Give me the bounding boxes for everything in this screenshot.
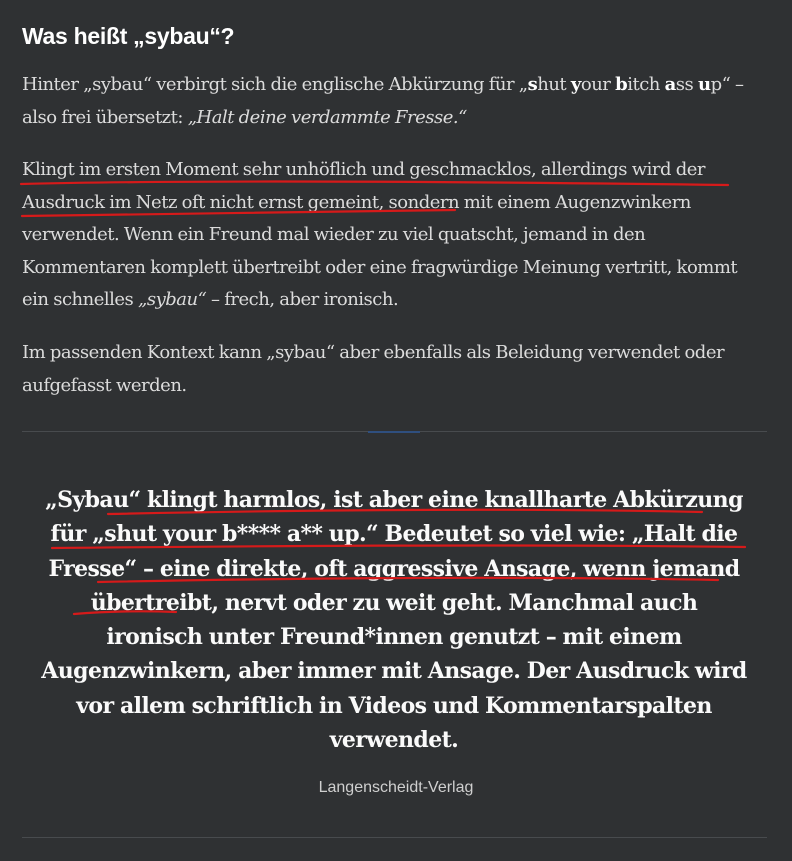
text-segment: our <box>580 74 616 95</box>
paragraph-usage <box>22 154 762 317</box>
bold-letter: u <box>697 74 711 95</box>
divider-accent <box>368 431 420 433</box>
section-heading: Was heißt „sybau“? <box>22 23 235 49</box>
text-segment: itch <box>627 74 665 95</box>
pull-quote: „Sybau“ klingt harmlos, ist aber eine knallharte Abkürzung für „shut your b**** a** up.“ Bedeutet so viel wie: „Halt die Fresse“ – eine direkte, oft aggressive Ansage, wenn jemand übertreibt, nervt oder zu weit geht. Manchmal auch ironisch unter Freund*innen genutzt – mit einem Augenzwinkern, aber immer mit Ansage. Der Ausdruck wird vor allem schriftlich in Videos und Kommentarspalten verwendet. <box>41 487 747 754</box>
bold-letter: s <box>527 74 538 95</box>
paragraph-context: Im passenden Kontext kann „sybau“ aber ebenfalls als Beleidung verwendet oder aufgefasst werden. <box>22 342 725 396</box>
text-segment: ss <box>675 74 698 95</box>
text-segment: Hinter „sybau“ verbirgt sich die englische Abkürzung für „ <box>22 74 528 95</box>
text-segment: hut <box>537 74 571 95</box>
text-segment: – frech, aber ironisch. <box>206 289 399 310</box>
divider-bottom <box>22 837 767 838</box>
text-segment: p“ – also frei übersetzt: <box>22 74 744 128</box>
text-segment: Klingt im ersten Moment sehr unhöflich und geschmacklos, allerdings wird der Ausdruck im Netz oft nicht ernst gemeint, sondern mit einem Augenzwinkern verwendet. Wenn ein Freund mal wieder zu viel quatscht, jemand in den Kommentaren komplett übertreibt oder eine fragwürdige Meinung vertritt, kommt ein schnelles <box>22 159 738 310</box>
italic-term: „sybau“ <box>138 289 207 310</box>
bold-letter: y <box>570 74 581 95</box>
paragraph-definition <box>22 69 762 134</box>
quote-source: Langenscheidt-Verlag <box>318 779 474 796</box>
italic-translation: „Halt deine verdammte Fresse.“ <box>187 106 467 128</box>
bold-letter: a <box>664 74 676 95</box>
bold-letter: b <box>615 74 628 95</box>
